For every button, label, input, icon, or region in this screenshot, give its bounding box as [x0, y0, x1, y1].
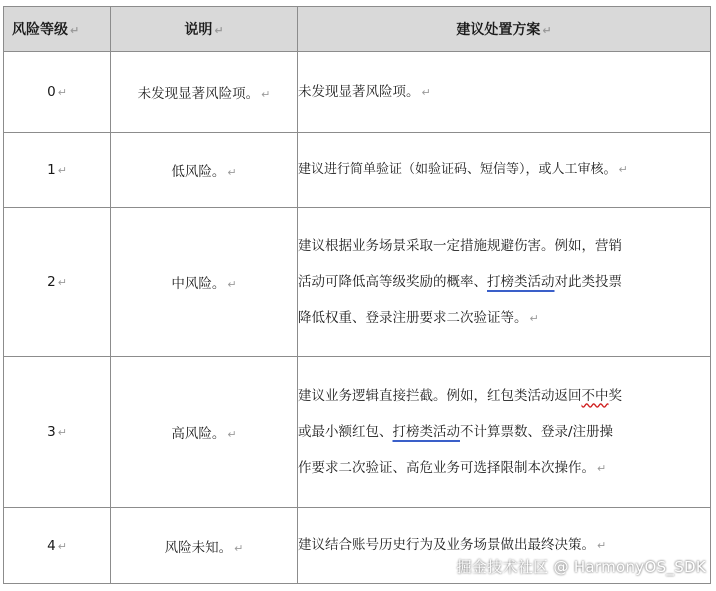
risk-level-cell: 4 ↵ — [4, 508, 111, 584]
description-cell: 风险未知。 ↵ — [111, 508, 298, 584]
header-advice: 建议处置方案 ↵ — [298, 7, 711, 52]
spellcheck-underline: 不中 — [581, 387, 609, 404]
advice-cell: 建议进行简单验证（如验证码、短信等），或人工审核。 ↵ — [298, 133, 711, 208]
advice-cell: 建议根据业务场景采取一定措施规避伤害。例如，营销 活动可降低高等级奖励的概率、打榜类活动对此类投票 降低权重、登录注册要求二次验证等。 ↵ — [298, 208, 711, 357]
risk-level-cell: 1 ↵ — [4, 133, 111, 208]
table-row — [4, 52, 711, 133]
advice-cell: 未发现显著风险项。 ↵ — [298, 52, 711, 133]
description-cell: 中风险。 ↵ — [111, 208, 298, 357]
advice-cell: 建议结合账号历史行为及业务场景做出最终决策。 ↵ — [298, 508, 711, 584]
risk-level-cell: 0 ↵ — [4, 52, 111, 133]
header-description: 说明 ↵ — [111, 7, 298, 52]
header-risk-level: 风险等级 ↵ — [4, 7, 111, 52]
advice-cell: 建议业务逻辑直接拦截。例如，红包类活动返回不中奖 或最小额红包、打榜类活动不计算票数、登录/注册操 作要求二次验证、高危业务可选择限制本次操作。 ↵ — [298, 357, 711, 508]
description-cell: 未发现显著风险项。 ↵ — [111, 52, 298, 133]
description-cell: 低风险。 ↵ — [111, 133, 298, 208]
table-row — [4, 357, 711, 508]
table-row — [4, 133, 711, 208]
underlined-term: 打榜类活动 — [487, 273, 555, 290]
table-row — [4, 208, 711, 357]
risk-level-cell: 3 ↵ — [4, 357, 111, 508]
risk-level-table — [3, 6, 711, 584]
risk-level-cell: 2 ↵ — [4, 208, 111, 357]
watermark: 掘金技术社区 @ HarmonyOS_SDK — [456, 558, 706, 576]
table-header-row — [4, 7, 711, 52]
underlined-term: 打榜类活动 — [392, 423, 460, 440]
description-cell: 高风险。 ↵ — [111, 357, 298, 508]
